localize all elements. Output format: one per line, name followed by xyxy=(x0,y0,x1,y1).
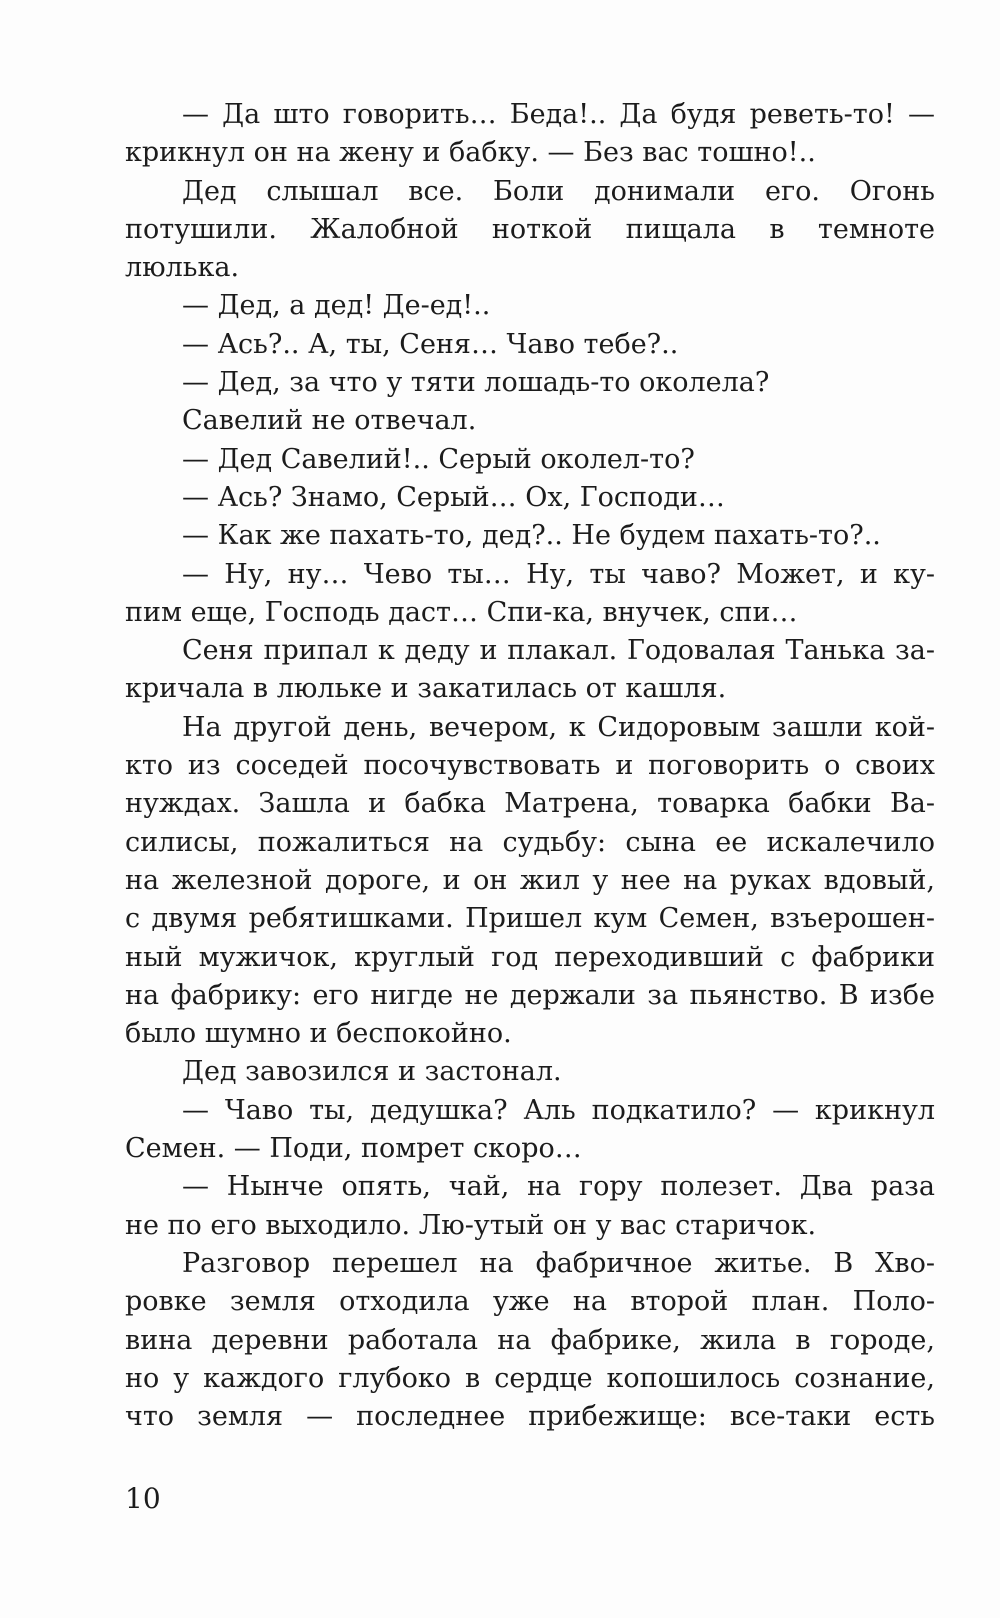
text-line: Семен. — Поди, помрет скоро… xyxy=(125,1133,582,1165)
text-line: — Дед, за что у тяти лошадь-то околела? xyxy=(182,367,770,399)
text-line: — Ась? Знамо, Серый… Ох, Господи… xyxy=(182,481,725,513)
text-line: крикнул он на жену и бабку. — Без вас тошно!.. xyxy=(125,137,816,169)
text-line: что земля — последнее прибежище: все-таки есть xyxy=(125,1401,935,1433)
text-line: Савелий не отвечал. xyxy=(182,405,477,437)
text-line: Сеня припал к деду и плакал. Годовалая Танька за- xyxy=(182,635,935,667)
text-line: кричала в люльке и закатилась от кашля. xyxy=(125,673,727,705)
text-line: На другой день, вечером, к Сидоровым зашли кой- xyxy=(182,711,935,743)
text-line: Дед завозился и застонал. xyxy=(182,1056,562,1088)
text-line: Разговор перешел на фабричное житье. В Хво- xyxy=(182,1247,935,1279)
text-line: — Как же пахать-то, дед?.. Не будем пахать-то?.. xyxy=(182,520,881,552)
text-line: Дед слышал все. Боли донимали его. Огонь xyxy=(182,175,935,207)
text-line: но у каждого глубоко в сердце копошилось сознание, xyxy=(125,1362,935,1394)
text-line: — Ну, ну… Чево ты… Ну, ты чаво? Может, и ку- xyxy=(182,558,935,590)
text-line: на железной дороге, и он жил у нее на руках вдовый, xyxy=(125,864,935,896)
text-line: люлька. xyxy=(125,252,240,284)
text-line: вина деревни работала на фабрике, жила в городе, xyxy=(125,1324,935,1356)
text-line: на фабрику: его нигде не держали за пьянство. В избе xyxy=(125,979,935,1011)
text-line: нуждах. Зашла и бабка Матрена, товарка бабки Ва- xyxy=(125,788,935,820)
text-line: было шумно и беспокойно. xyxy=(125,1018,512,1050)
text-line: кто из соседей посочувствовать и поговорить о своих xyxy=(125,750,935,782)
text-line: силисы, пожалиться на судьбу: сына ее искалечило xyxy=(125,826,935,858)
text-line: — Дед, а дед! Де-ед!.. xyxy=(182,290,491,322)
text-line: ный мужичок, круглый год переходивший с фабрики xyxy=(125,941,935,973)
text-line: ровке земля отходила уже на второй план. Поло- xyxy=(125,1286,935,1318)
text-line: — Ась?.. А, ты, Сеня… Чаво тебе?.. xyxy=(182,328,679,360)
body-text xyxy=(125,96,935,1436)
text-line: — Дед Савелий!.. Серый околел-то? xyxy=(182,443,695,475)
text-line: — Да што говорить… Беда!.. Да будя реветь-то! — xyxy=(182,99,935,130)
text-line: пим еще, Господь даст… Спи-ка, внучек, спи… xyxy=(125,596,798,628)
text-line: не по его выходило. Лю-утый он у вас старичок. xyxy=(125,1209,817,1241)
text-line: — Чаво ты, дедушка? Аль подкатило? — крикнул xyxy=(182,1094,935,1126)
text-line: — Нынче опять, чай, на гору полезет. Два раза xyxy=(182,1171,935,1203)
page-number: 10 xyxy=(125,1482,161,1515)
text-line: с двумя ребятишками. Пришел кум Семен, взъерошен- xyxy=(125,903,935,935)
text-line: потушили. Жалобной ноткой пищала в темноте xyxy=(125,213,935,245)
